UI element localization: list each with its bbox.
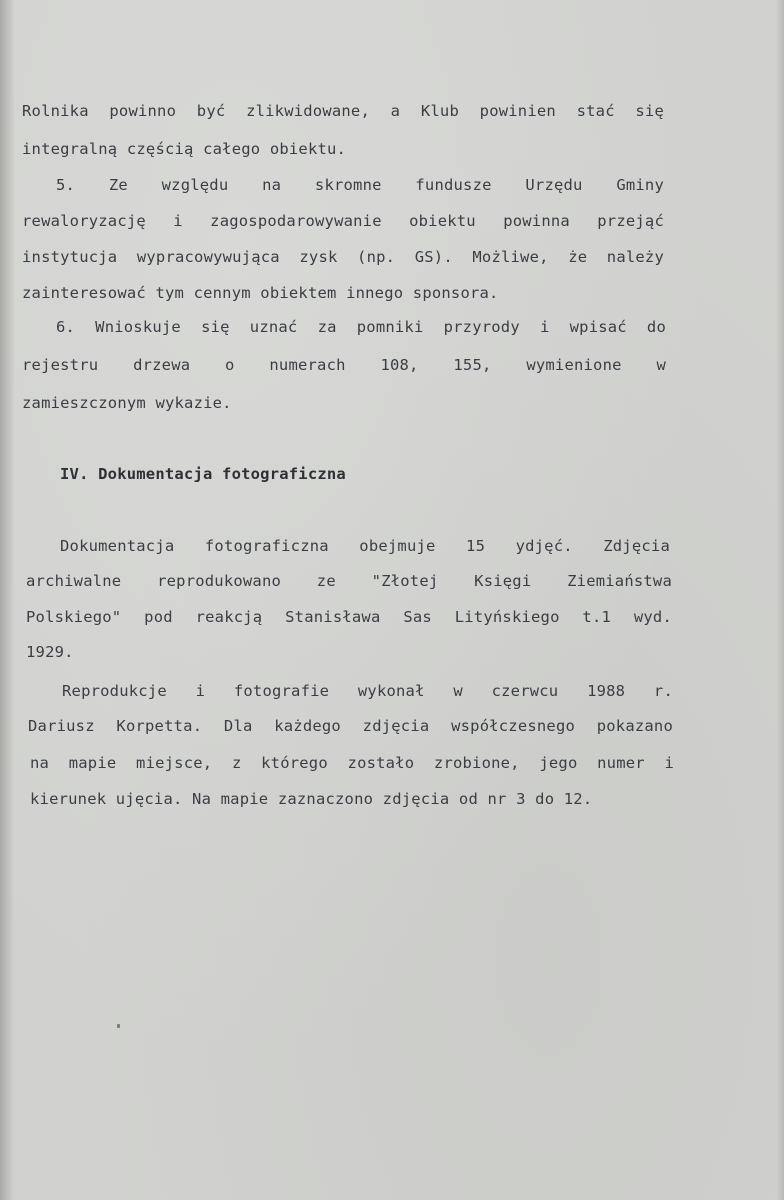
text-line: integralną częścią całego obiektu. <box>22 140 347 158</box>
text-line: Rolnika powinno być zlikwidowane, a Klub powinien stać się <box>22 102 664 120</box>
page-right-shadow <box>776 0 784 1200</box>
paragraph-first-line: Dokumentacja fotograficzna obejmuje 15 ydjęć. Zdjęcia <box>60 537 670 555</box>
text-line: zainteresować tym cennym obiektem innego sponsora. <box>22 284 499 302</box>
ink-speck <box>117 1024 120 1028</box>
text-line: rejestru drzewa o numerach 108, 155, wymienione w <box>22 356 666 374</box>
text-line: archiwalne reprodukowano ze "Złotej Księgi Ziemiaństwa <box>26 572 672 590</box>
paragraph-first-line: Reprodukcje i fotografie wykonał w czerwcu 1988 r. <box>62 682 673 700</box>
text-line: rewaloryzację i zagospodarowywanie obiektu powinna przejąć <box>22 212 664 230</box>
paragraph-6-first-line: 6. Wnioskuje się uznać za pomniki przyrody i wpisać do <box>56 318 666 336</box>
section-heading: IV. Dokumentacja fotograficzna <box>60 465 346 483</box>
page-left-shadow <box>0 0 14 1200</box>
paragraph-5-first-line: 5. Ze względu na skromne fundusze Urzędu Gminy <box>56 176 664 194</box>
text-line: 1929. <box>26 643 74 661</box>
text-line: kierunek ujęcia. Na mapie zaznaczono zdjęcia od nr 3 do 12. <box>30 790 593 808</box>
text-line: instytucja wypracowywująca zysk (np. GS). Możliwe, że należy <box>22 248 664 266</box>
text-line: zamieszczonym wykazie. <box>22 394 232 412</box>
text-line: Polskiego" pod reakcją Stanisława Sas Lityńskiego t.1 wyd. <box>26 608 672 626</box>
text-line: na mapie miejsce, z którego zostało zrobione, jego numer i <box>30 754 674 772</box>
text-line: Dariusz Korpetta. Dla każdego zdjęcia współczesnego pokazano <box>28 717 673 735</box>
